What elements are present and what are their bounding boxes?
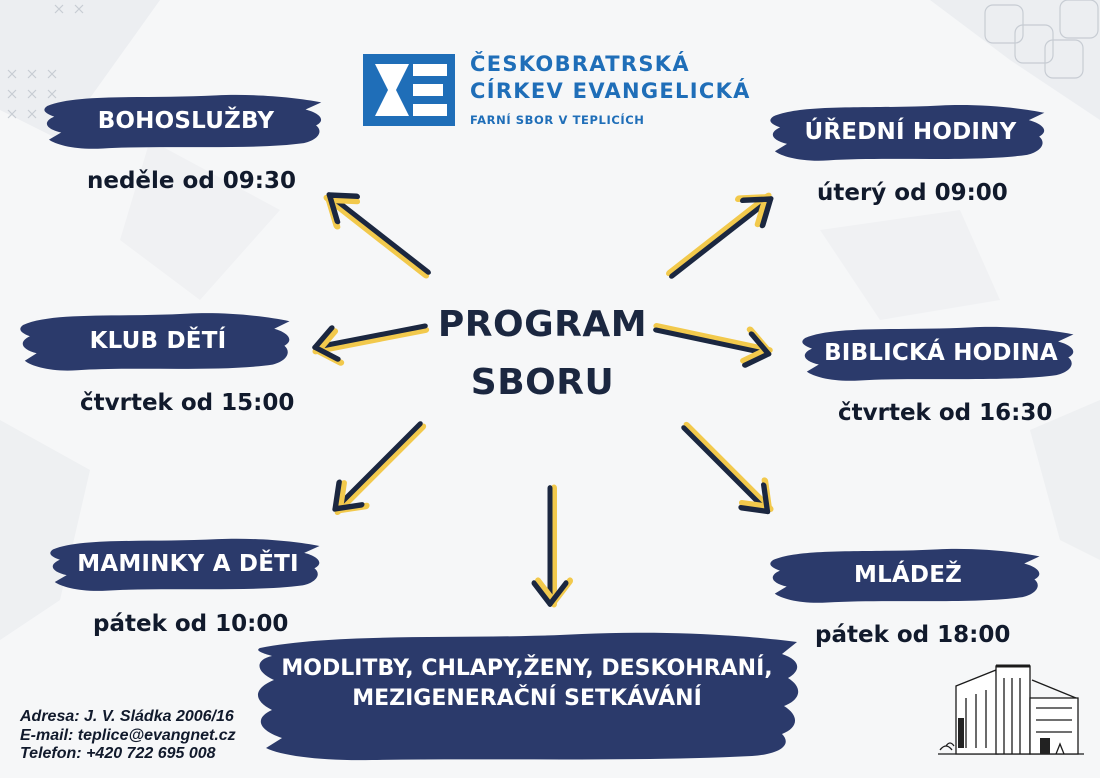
arrow-to-other <box>534 488 570 604</box>
contact-email: E-mail: teplice@evangnet.cz <box>20 727 236 744</box>
label-uredni-hodiny: ÚŘEDNÍ HODINY <box>804 119 1017 145</box>
arrow-to-bohosluzby <box>317 182 438 287</box>
time-biblicka-hodina: čtvrtek od 16:30 <box>838 400 1053 426</box>
label-other-activities <box>262 654 792 714</box>
arrow-to-maminky <box>324 413 434 523</box>
time-maminky-a-deti: pátek od 10:00 <box>93 611 289 637</box>
brush-mladez <box>768 544 1048 606</box>
brush-biblicka-hodina <box>800 322 1082 384</box>
time-klub-deti: čtvrtek od 15:00 <box>80 390 295 416</box>
brush-maminky-a-deti <box>48 534 328 594</box>
other-activities-line-1: MODLITBY, CHLAPY,ŽENY, DESKOHRANÍ, <box>281 656 773 681</box>
church-building-icon <box>936 658 1086 764</box>
label-mladez: MLÁDEŽ <box>853 562 963 588</box>
contact-address: Adresa: J. V. Sládka 2006/16 <box>20 708 234 725</box>
logo-subtitle: FARNÍ SBOR V TEPLICÍCH <box>470 113 645 127</box>
arrow-to-klub-deti <box>312 310 429 367</box>
label-bohosluzby: BOHOSLUŽBY <box>97 108 275 134</box>
label-biblicka-hodina: BIBLICKÁ HODINA <box>824 340 1058 366</box>
arrow-to-uredni-hodiny <box>660 183 781 288</box>
program-title-line-2: SBORU <box>470 362 615 403</box>
brush-klub-deti <box>18 308 298 374</box>
brush-uredni-hodiny <box>768 100 1053 164</box>
logo-line-1: ČESKOBRATRSKÁ <box>470 52 690 76</box>
label-klub-deti: KLUB DĚTÍ <box>89 328 227 354</box>
other-activities-line-2: MEZIGENERAČNÍ SETKÁVÁNÍ <box>352 686 702 711</box>
time-bohosluzby: neděle od 09:30 <box>87 168 297 194</box>
arrow-to-biblicka-hodina <box>653 310 773 369</box>
brush-bohosluzby <box>42 90 330 152</box>
time-uredni-hodiny: úterý od 09:00 <box>817 180 1008 206</box>
arrow-to-mladez <box>673 414 782 523</box>
contact-phone: Telefon: +420 722 695 008 <box>20 745 216 762</box>
time-mladez: pátek od 18:00 <box>815 622 1011 648</box>
program-title-line-1: PROGRAM <box>437 304 648 345</box>
label-maminky-a-deti: MAMINKY A DĚTI <box>77 551 299 577</box>
logo-line-2: CÍRKEV EVANGELICKÁ <box>470 79 751 103</box>
